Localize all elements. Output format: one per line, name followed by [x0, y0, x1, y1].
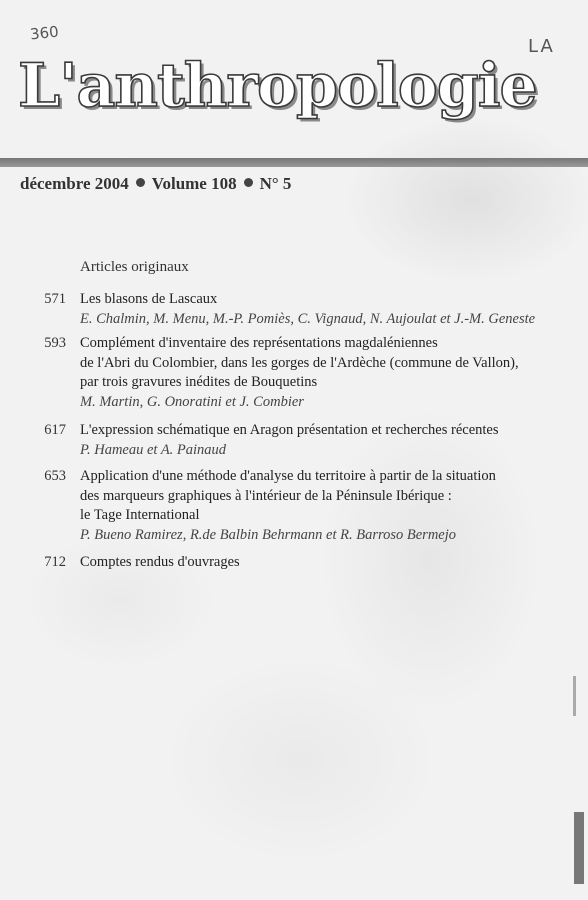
article-title: Application d'une méthode d'analyse du territoire à partir de la situation: [80, 468, 496, 484]
article-title: Les blasons de Lascaux: [80, 291, 218, 307]
article-title: par trois gravures inédites de Bouquetins: [80, 374, 318, 390]
handwritten-number: 360: [29, 22, 60, 44]
page-number: 571: [44, 291, 66, 307]
issue-line: [20, 174, 291, 194]
page-number: 593: [44, 335, 66, 351]
article-title: Comptes rendus d'ouvrages: [80, 554, 240, 570]
handwritten-initials: LA: [528, 36, 555, 57]
issue-number: N° 5: [259, 174, 292, 193]
article-title: des marqueurs graphiques à l'intérieur de la Péninsule Ibérique :: [80, 487, 452, 504]
section-heading: Articles originaux: [80, 259, 189, 275]
issue-volume: Volume 108: [151, 174, 237, 193]
bullet-icon: [136, 178, 145, 187]
journal-title: L'anthropologie: [18, 51, 537, 121]
article-authors: P. Hameau et A. Painaud: [80, 441, 227, 458]
page-number: 653: [44, 468, 66, 484]
article-authors: M. Martin, G. Onoratini et J. Combier: [80, 393, 304, 410]
page-number: 617: [44, 422, 66, 438]
article-title: le Tage International: [80, 507, 200, 523]
article-title: de l'Abri du Colombier, dans les gorges de l'Ardèche (commune de Vallon),: [80, 354, 519, 371]
header-rule: [0, 158, 588, 167]
article-title: Complément d'inventaire des représentations magdaléniennes: [80, 335, 438, 351]
issue-date: décembre 2004: [20, 174, 129, 193]
article-title: L'expression schématique en Aragon présentation et recherches récentes: [80, 422, 499, 438]
bullet-icon: [244, 178, 253, 187]
article-authors: E. Chalmin, M. Menu, M.-P. Pomiès, C. Vignaud, N. Aujoulat et J.-M. Geneste: [80, 310, 536, 327]
scan-mark: [574, 812, 584, 884]
scan-mark: [573, 676, 576, 716]
page-number: 712: [44, 554, 66, 570]
article-authors: P. Bueno Ramirez, R.de Balbin Behrmann et R. Barroso Bermejo: [80, 526, 457, 543]
